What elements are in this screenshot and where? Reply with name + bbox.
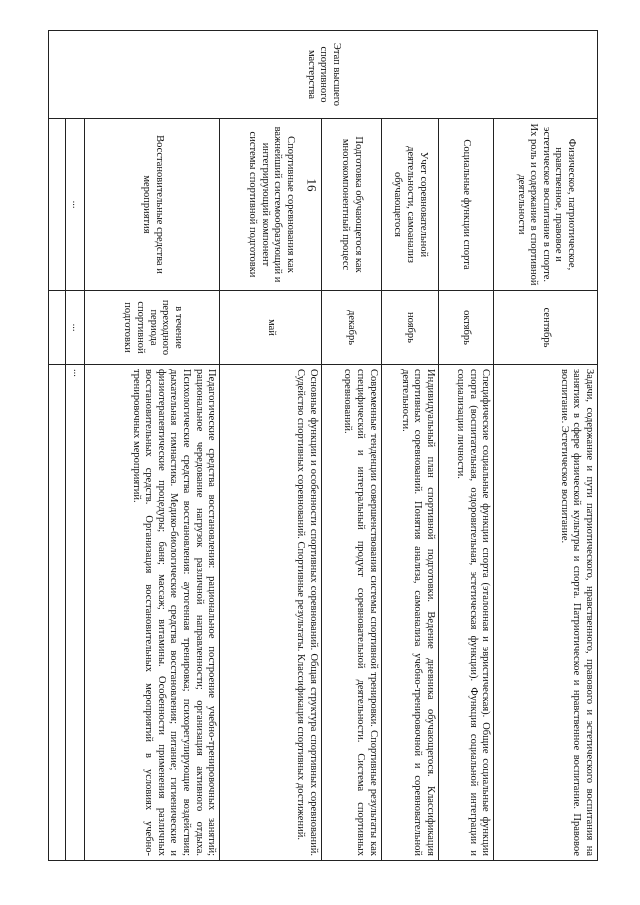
month-cell: сентябрь: [494, 291, 598, 365]
table-row: [321, 31, 381, 861]
topic-cell: Учет соревновательной деятельности, самоанализ обучающегося: [381, 119, 438, 291]
table-row: [220, 31, 322, 861]
month-cell: ...: [65, 291, 85, 365]
content-cell: Педагогические средства восстановления: рациональное построение учебно-тренировочных занятий; рациональное чередование нагрузок различной направленности; организация активного отдыха. Психологические средства восстановления: аутогенная тренировка; психорегулирующие воздействия; дыхательная гимнастика. Медико-биологические средства восстановления; питание; гигиенические и физиотерапевтические процедуры; баня; массаж; витамины. Особенности применения различных восстановительных средств. Организация восстановительных мероприятий в условиях учебно-тренировочных мероприятий.: [85, 365, 220, 861]
content-cell: Индивидуальный план спортивной подготовки. Ведение дневника обучающегося. Классификация спортивных соревнований. Понятия анализа, самоанализа учебно-тренировочной и соревновательной деятельности.: [381, 365, 438, 861]
table-row: [65, 31, 85, 861]
page-number: 16: [304, 178, 320, 192]
content-cell: ...: [65, 365, 85, 861]
content-cell: Специфические социальные функции спорта (эталонная и эвристическая). Общие социальные функции спорта (воспитательная, оздоровительная, эстетическая функции). Функция социальной интеграции и социализации личности.: [438, 365, 493, 861]
topic-cell: ...: [65, 119, 85, 291]
table-row: [49, 31, 66, 861]
topic-cell: Физическое, патриотическое, нравственное, правовое и эстетическое воспитание в спорте. Их роль и содержание в спортивной деятельности: [494, 119, 598, 291]
empty-cell: [49, 119, 66, 291]
topic-cell: Социальные функции спорта: [438, 119, 493, 291]
empty-cell: [49, 291, 66, 365]
table-row: [85, 31, 220, 861]
month-cell: октябрь: [438, 291, 493, 365]
rotated-table-container: [48, 30, 598, 860]
month-cell: май: [220, 291, 322, 365]
program-table: [48, 30, 598, 861]
content-cell: Задачи, содержание и пути патриотического, нравственного, правового и эстетического воспитания на занятиях в сфере физической культуры и спорта. Патриотическое и нравственное воспитание. Правовое воспитание. Эстетическое воспитание.: [494, 365, 598, 861]
topic-cell: Восстановительные средства и мероприятия: [85, 119, 220, 291]
table-row: [438, 31, 493, 861]
content-cell: Основные функции и особенности спортивных соревнований. Общая структура спортивных соревнований. Судейство спортивных соревнований. Спортивные результаты. Классификация спортивных достижений.: [220, 365, 322, 861]
empty-cell: [49, 365, 66, 861]
stage-cell: Этап высшего спортивного мастерства: [49, 31, 598, 119]
month-cell: ноябрь: [381, 291, 438, 365]
month-cell: в течение переходного периода спортивной подготовки: [85, 291, 220, 365]
topic-cell: Спортивные соревнования как важнейший системообразующий и интегрирующий компонент системы спортивной подготовки: [220, 119, 322, 291]
month-cell: декабрь: [321, 291, 381, 365]
content-cell: Современные тенденции совершенствования системы спортивной тренировки. Спортивные результаты как специфический и интегральный продукт соревновательной деятельности. Система спортивных соревнований.: [321, 365, 381, 861]
topic-cell: Подготовка обучающегося как многокомпонентный процесс: [321, 119, 381, 291]
table-row: [381, 31, 438, 861]
table-row: [494, 31, 598, 861]
